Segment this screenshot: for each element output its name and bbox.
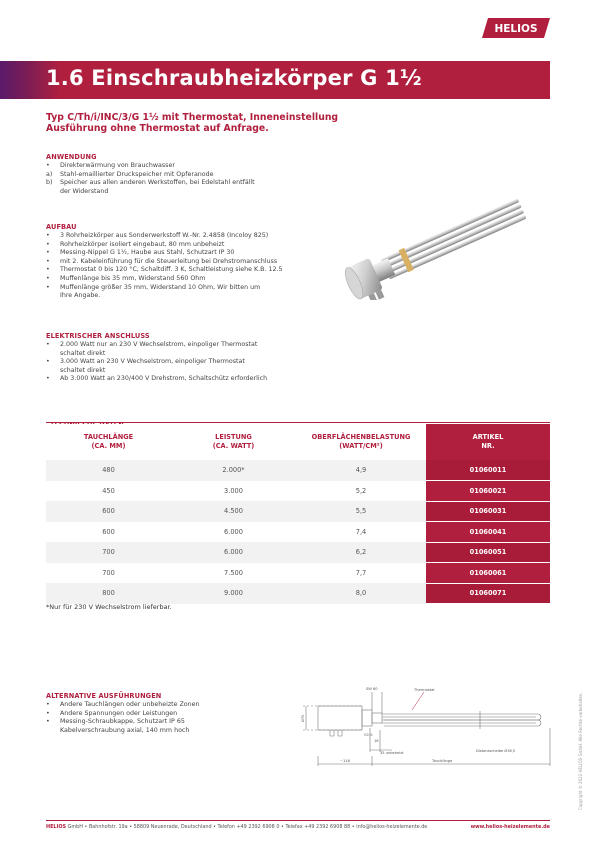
dim-diameter: Ø70 [301,714,305,722]
cell-tauchlaenge: 450 [102,486,115,495]
cell-leistung: 3.000 [224,486,243,495]
aufbau-list [46,232,283,301]
cell-tauchlaenge: 600 [46,501,171,522]
anwendung-list [46,162,255,196]
list-item: schaltet direkt [60,366,106,374]
footer-company: HELIOS [46,824,67,830]
cell-tauchlaenge: 700 [102,568,115,577]
cell-oberflaeche: 4,9 [296,460,426,481]
list-item: • Ab 3.000 Watt an 230/400 V Drehstrom, Schaltschütz erforderlich [46,375,268,383]
cell-leistung: 7.500 [224,568,243,577]
dim-unbeheizt: 35 unbeheizt [380,751,404,755]
list-item: • Muffenlänge bis 35 mm, Widerstand 560 Ohm [46,274,206,282]
list-item: • 3 Rohrheizkörper aus Sonderwerkstoff W.-Nr. 2.4858 (Incoloy 825) [46,232,269,239]
cell-tauchlaenge: 600 [102,527,115,536]
col-header-oberflaeche: OBERFLÄCHENBELASTUNG (WATT/CM²) [296,424,426,460]
dim-thread: G1½ [364,733,373,737]
list-item: • 3.000 Watt an 230 V Wechselstrom, einpoliger Thermostat [46,358,245,366]
cell-artikel: 01060031 [426,501,550,522]
cell-oberflaeche: 7,7 [355,568,367,577]
technical-drawing [300,686,555,766]
table-row [46,583,550,604]
list-item: • Muffenlänge größer 35 mm, Widerstand 10 Ohm, Wir bitten um [46,283,261,291]
cell-tauchlaenge: 700 [46,542,171,563]
list-item: Kabelverschraubung axial, 140 mm hoch [60,726,190,734]
cell-artikel: 01060061 [426,563,550,584]
col-header-leistung: LEISTUNG (CA. WATT) [171,424,296,460]
list-item: • 2.000 Watt nur an 230 V Wechselstrom, einpoliger Thermostat [46,341,258,348]
cell-artikel: 01060051 [426,542,550,563]
table-row [46,481,550,502]
copyright-note: Copyright © 2022 HELIOS GmbH. Alle Rechte vorbehalten. [578,692,583,810]
cell-artikel: 01060041 [426,522,550,543]
alternativen-list [46,701,200,735]
list-item: • Messing-Nippel G 1½, Haube aus Stahl, Schutzart IP 30 [46,249,235,257]
cell-tauchlaenge: 800 [46,583,171,604]
footer-website-link[interactable]: www.helios-heizelemente.de [470,824,550,830]
dim-sw: SW 60 [366,687,378,691]
cell-oberflaeche: 7,4 [355,527,367,536]
title-band [0,61,550,99]
list-item: der Widerstand [60,187,109,195]
cell-artikel: 01060021 [426,481,550,502]
cell-oberflaeche: 5,5 [296,501,426,522]
col-header-artikel: ARTIKEL NR. [426,424,550,460]
helios-logo [482,18,550,38]
elektrisch-heading: ELEKTRISCHER ANSCHLUSS [46,332,150,340]
footer-address: GmbH • Bahnhofstr. 19a • 58809 Neuenrade, Deutschland • Telefon +49 2392 6908 0 • Telefax +49 2392 6908 88 • info@helios-heizelemente.de [66,824,428,830]
subtitle-line-2: Ausführung ohne Thermostat auf Anfrage. [46,123,269,134]
alternativen-heading: ALTERNATIVE AUSFÜHRUNGEN [46,692,162,700]
dim-length-left: ~116 [340,759,350,763]
list-item: • Andere Tauchlängen oder unbeheizte Zonen [46,701,200,708]
logo-text: HELIOS [494,23,538,35]
footnote: *Nur für 230 V Wechselstrom lieferbar. [46,603,172,611]
product-image [340,190,540,300]
dim-tauchlaenge: Tauchlänge [432,759,453,763]
cell-leistung: 2.000* [171,460,296,481]
cell-oberflaeche: 5,2 [355,486,367,495]
cell-artikel: 01060071 [426,583,550,604]
list-item: • mit 2. Kabeleinführung für die Steuerleitung bei Drehstromanschluss [46,257,278,265]
thermostat-label: Thermostat [414,688,435,692]
cell-leistung: 9.000 [171,583,296,604]
table-row [46,501,550,522]
cell-oberflaeche: 8,0 [296,583,426,604]
cell-artikel: 01060011 [426,460,550,481]
list-item: • Direkterwärmung von Brauchwasser [46,162,175,169]
cell-leistung: 4.500 [171,501,296,522]
tech-data-table [46,424,550,604]
aufbau-heading: AUFBAU [46,223,77,231]
list-item: a) Stahl-emaillierter Druckspeicher mit Opferanode [46,170,214,178]
list-item: • Rohrheizkörper isoliert eingebaut, 80 mm unbeheizt [46,240,225,248]
distanz-label: Distanzscheibe Ø36,5 [476,749,516,753]
table-row [46,460,550,481]
list-item: • Thermostat 0 bis 120 °C, Schaltdiff. 3 K, Schaltleistung siehe K.B. 12.5 [46,266,283,274]
table-row [46,522,550,543]
dim-16: 16 [374,739,379,743]
elektrisch-list [46,341,267,384]
cell-leistung: 6.000 [224,527,243,536]
footer-rule [46,820,550,821]
list-item: • Andere Spannungen oder Leistungen [46,709,178,717]
cell-oberflaeche: 6,2 [296,542,426,563]
table-header-row [46,424,550,460]
subtitle [46,112,366,134]
col-header-tauchlaenge: TAUCHLÄNGE (CA. MM) [46,424,171,460]
table-row [46,542,550,563]
list-item: b) Speicher aus allen anderen Werkstoffen, bei Edelstahl entfällt [46,179,255,187]
footer [46,824,550,830]
cell-tauchlaenge: 480 [46,460,171,481]
list-item: schaltet direkt [60,349,106,357]
table-row [46,563,550,584]
subtitle-line-1: Typ C/Th/i/INC/3/G 1½ mit Thermostat, Inneneinstellung [46,112,339,123]
page-title: 1.6 Einschraubheizkörper G 1½ [46,66,422,90]
list-item: • Messing-Schraubkappe, Schutzart IP 65 [46,718,185,726]
anwendung-heading: ANWENDUNG [46,153,97,161]
cell-leistung: 6.000 [171,542,296,563]
list-item: Ihre Angabe. [60,292,101,300]
